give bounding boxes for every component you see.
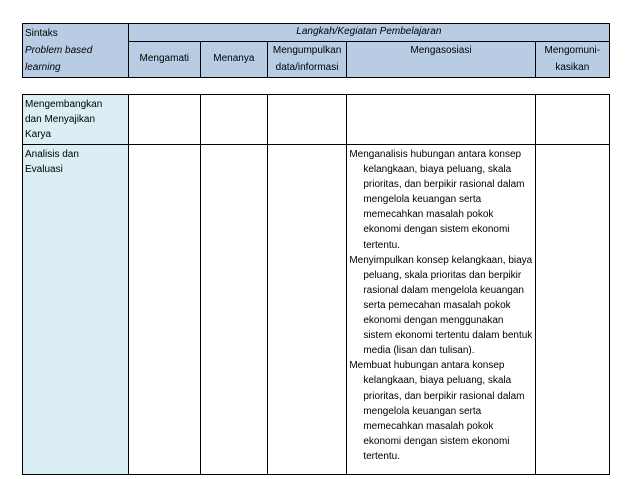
col-mengomunikasikan-line2: kasikan: [555, 62, 590, 74]
table-row: [23, 95, 610, 145]
col-mengomunikasikan: [535, 41, 609, 77]
empty-cell: [128, 95, 200, 145]
col-mengamati: Mengamati: [128, 41, 200, 77]
mengasosiasi-activities: [347, 145, 535, 475]
activity-item: Membuat hubungan antara konsep kelangkaan, biaya peluang, skala prioritas, dan berpikir rasional dalam mengelola keuangan serta memecahkan masalah pokok ekonomi dengan sistem ekonomi tertentu.: [349, 360, 525, 462]
syntax-line: dan Menyajikan: [25, 114, 96, 125]
empty-cell: [200, 95, 267, 145]
syntax-line: Analisis dan: [25, 149, 79, 160]
model-label-line2: learning: [25, 62, 61, 73]
empty-cell: [267, 95, 347, 145]
activity-item: Menyimpulkan konsep kelangkaan, biaya peluang, skala prioritas dan berpikir rasional dalam mengelola keuangan serta pemecahan masalah pokok ekonomi dengan menggunakan sistem ekonomi tertentu dalam bentuk media (lisan dan tulisan).: [349, 254, 533, 357]
table-row: [23, 145, 610, 475]
sintaks-header-cell: [23, 24, 129, 78]
syntax-cell: [23, 145, 129, 475]
syntax-line: Evaluasi: [25, 164, 63, 175]
model-label-line1: Problem based: [25, 45, 93, 56]
activity-item: Menganalisis hubungan antara konsep kelangkaan, biaya peluang, skala prioritas, dan berpikir rasional dalam mengelola keuangan serta memecahkan masalah pokok ekonomi dengan sistem ekonomi tertentu.: [349, 149, 525, 251]
empty-cell: [267, 145, 347, 475]
syntax-cell: [23, 95, 129, 145]
col-menanya: Menanya: [200, 41, 267, 77]
col-mengumpulkan-line2: data/informasi: [275, 62, 339, 74]
empty-cell: [535, 145, 609, 475]
col-mengumpulkan-line1: Mengumpulkan: [272, 45, 342, 57]
empty-cell: [128, 145, 200, 475]
syntax-line: Mengembangkan: [25, 99, 103, 110]
body-table: [22, 94, 610, 475]
col-mengumpulkan: [267, 41, 347, 77]
empty-cell: [347, 95, 535, 145]
syntax-line: Karya: [25, 129, 52, 140]
empty-cell: [535, 95, 609, 145]
header-table: [22, 23, 610, 78]
steps-title: Langkah/Kegiatan Pembelajaran: [128, 24, 609, 42]
empty-cell: [200, 145, 267, 475]
col-mengasosiasi: Mengasosiasi: [347, 41, 535, 77]
sintaks-label: Sintaks: [25, 28, 58, 39]
col-mengomunikasikan-line1: Mengomuni-: [544, 45, 601, 57]
